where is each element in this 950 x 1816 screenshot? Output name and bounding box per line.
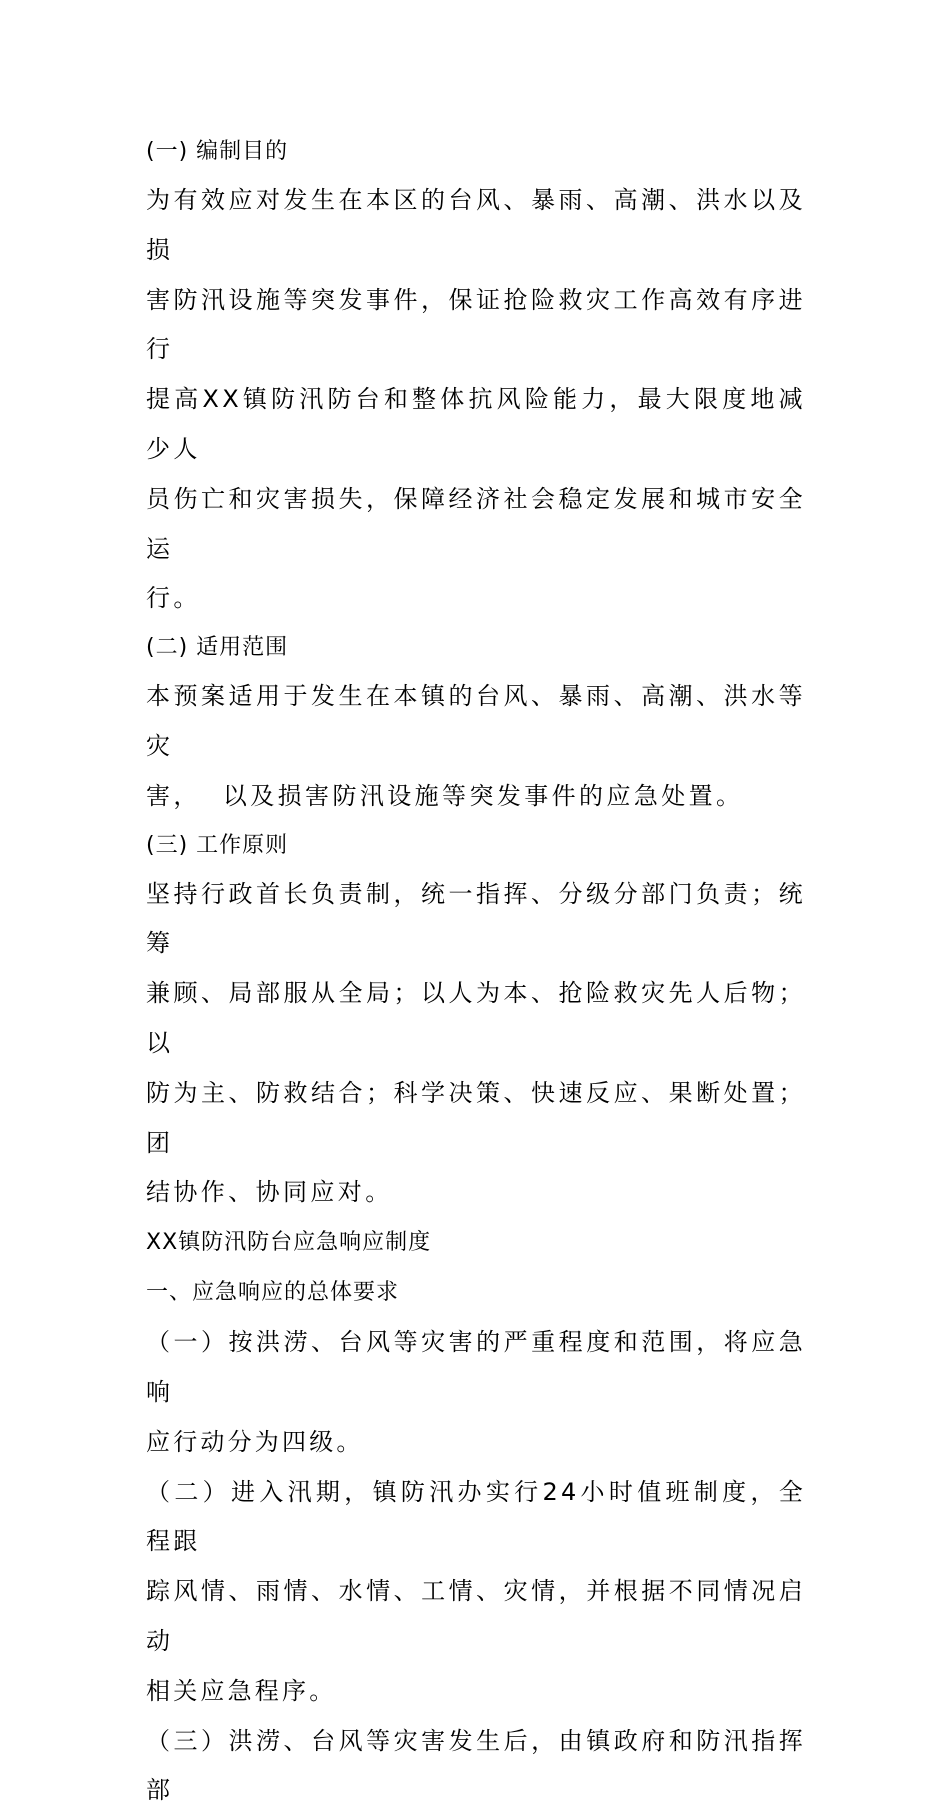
text-line: 为有效应对发生在本区的台风、暴雨、高潮、洪水以及损 — [146, 186, 806, 264]
text-line: 应行动分为四级。 — [146, 1427, 364, 1456]
text-line: （二）进入汛期，镇防汛办实行24小时值班制度，全程跟 — [146, 1477, 806, 1556]
text-line: 踪风情、雨情、水情、工情、灾情，并根据不同情况启动 — [146, 1577, 806, 1655]
text-line: 员伤亡和灾害损失，保障经济社会稳定发展和城市安全运 — [146, 484, 806, 563]
text-line: 坚持行政首长负责制，统一指挥、分级分部门负责；统筹 — [146, 879, 806, 958]
text-line: 害防汛设施等突发事件，保证抢险救灾工作高效有序进行 — [146, 285, 806, 364]
section-heading-principles: (三) 工作原则 — [146, 832, 289, 858]
text-line: 害， 以及损害防汛设施等突发事件的应急处置。 — [146, 781, 744, 810]
text-line: 结协作、协同应对。 — [146, 1178, 393, 1207]
text-line: 行。 — [146, 584, 201, 613]
section-heading-purpose: (一) 编制目的 — [146, 139, 289, 164]
paragraph-item-2 — [146, 1468, 806, 1717]
text-line: （一）按洪涝、台风等灾害的严重程度和范围，将应急响 — [146, 1328, 806, 1406]
text-line: 提高XX镇防汛防台和整体抗风险能力，最大限度地减少人 — [146, 385, 806, 463]
paragraph-scope — [146, 672, 806, 821]
text-line: 兼顾、局部服从全局；以人为本、抢险救灾先人后物；以 — [146, 979, 806, 1057]
section-heading-scope: (二) 适用范围 — [146, 635, 289, 661]
paragraph-principles — [146, 870, 806, 1219]
document-body — [146, 128, 806, 1816]
text-line: 相关应急程序。 — [146, 1676, 337, 1705]
text-line: （三）洪涝、台风等灾害发生后，由镇政府和防汛指挥部 — [146, 1726, 806, 1805]
paragraph-purpose — [146, 176, 806, 624]
system-title: XX镇防汛防台应急响应制度 — [146, 1230, 432, 1256]
paragraph-item-1 — [146, 1318, 806, 1467]
text-line: 防为主、防救结合；科学决策、快速反应、果断处置；团 — [146, 1078, 806, 1157]
paragraph-item-3 — [146, 1717, 806, 1816]
text-line: 本预案适用于发生在本镇的台风、暴雨、高潮、洪水等灾 — [146, 682, 806, 760]
part-heading-general-requirements: 一、应急响应的总体要求 — [146, 1280, 400, 1306]
